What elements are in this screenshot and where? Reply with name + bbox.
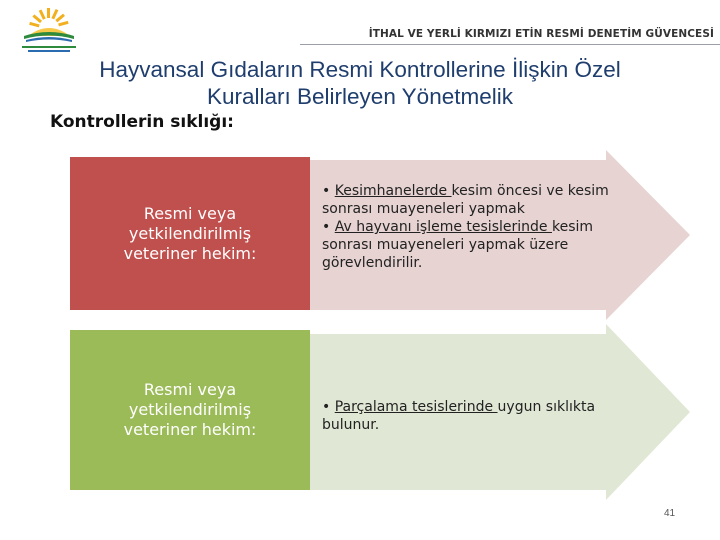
arrow-text-2 — [322, 398, 622, 434]
header-rule — [300, 44, 720, 45]
bullet-underlined-text: Kesimhanelerde — [334, 183, 452, 199]
role-box-1-line-2: yetkilendirilmiş — [128, 223, 252, 243]
page-title-line-2: Kuralları Belirleyen Yönetmelik — [207, 84, 513, 109]
role-box-2-line-3: veteriner hekim: — [123, 420, 257, 439]
arrow-text-1 — [322, 182, 640, 272]
role-box-1 — [70, 157, 310, 310]
page-title-line-1: Hayvansal Gıdaların Resmi Kontrollerine İlişkin Özel — [99, 57, 621, 82]
role-box-2 — [70, 330, 310, 490]
bullet-underlined-text: Av hayvanı işleme tesislerinde — [334, 219, 552, 235]
role-box-2-line-2: yetkilendirilmiş — [128, 400, 252, 419]
bullet-underlined-text: Parçalama tesislerinde — [334, 399, 498, 415]
role-box-1-line-1: Resmi veya — [143, 203, 237, 223]
page-title — [30, 56, 690, 110]
role-box-1-line-3: veteriner hekim: — [123, 243, 257, 263]
header-title: İTHAL VE YERLİ KIRMIZI ETİN RESMİ DENETİM GÜVENCESİ — [368, 28, 714, 40]
section-subtitle: Kontrollerin sıklığı: — [50, 112, 234, 132]
bullet-item: • Av hayvanı işleme tesislerinde kesim sonrası muayeneleri yapmak üzere görevlendirilir. — [322, 219, 594, 271]
bullet-item: • Kesimhanelerde kesim öncesi ve kesim sonrası muayeneleri yapmak — [322, 183, 609, 217]
role-box-2-line-1: Resmi veya — [143, 380, 237, 399]
page-number: 41 — [664, 508, 676, 519]
ministry-logo-icon — [14, 6, 84, 56]
bullet-item: • Parçalama tesislerinde uygun sıklıkta bulunur. — [322, 399, 596, 433]
